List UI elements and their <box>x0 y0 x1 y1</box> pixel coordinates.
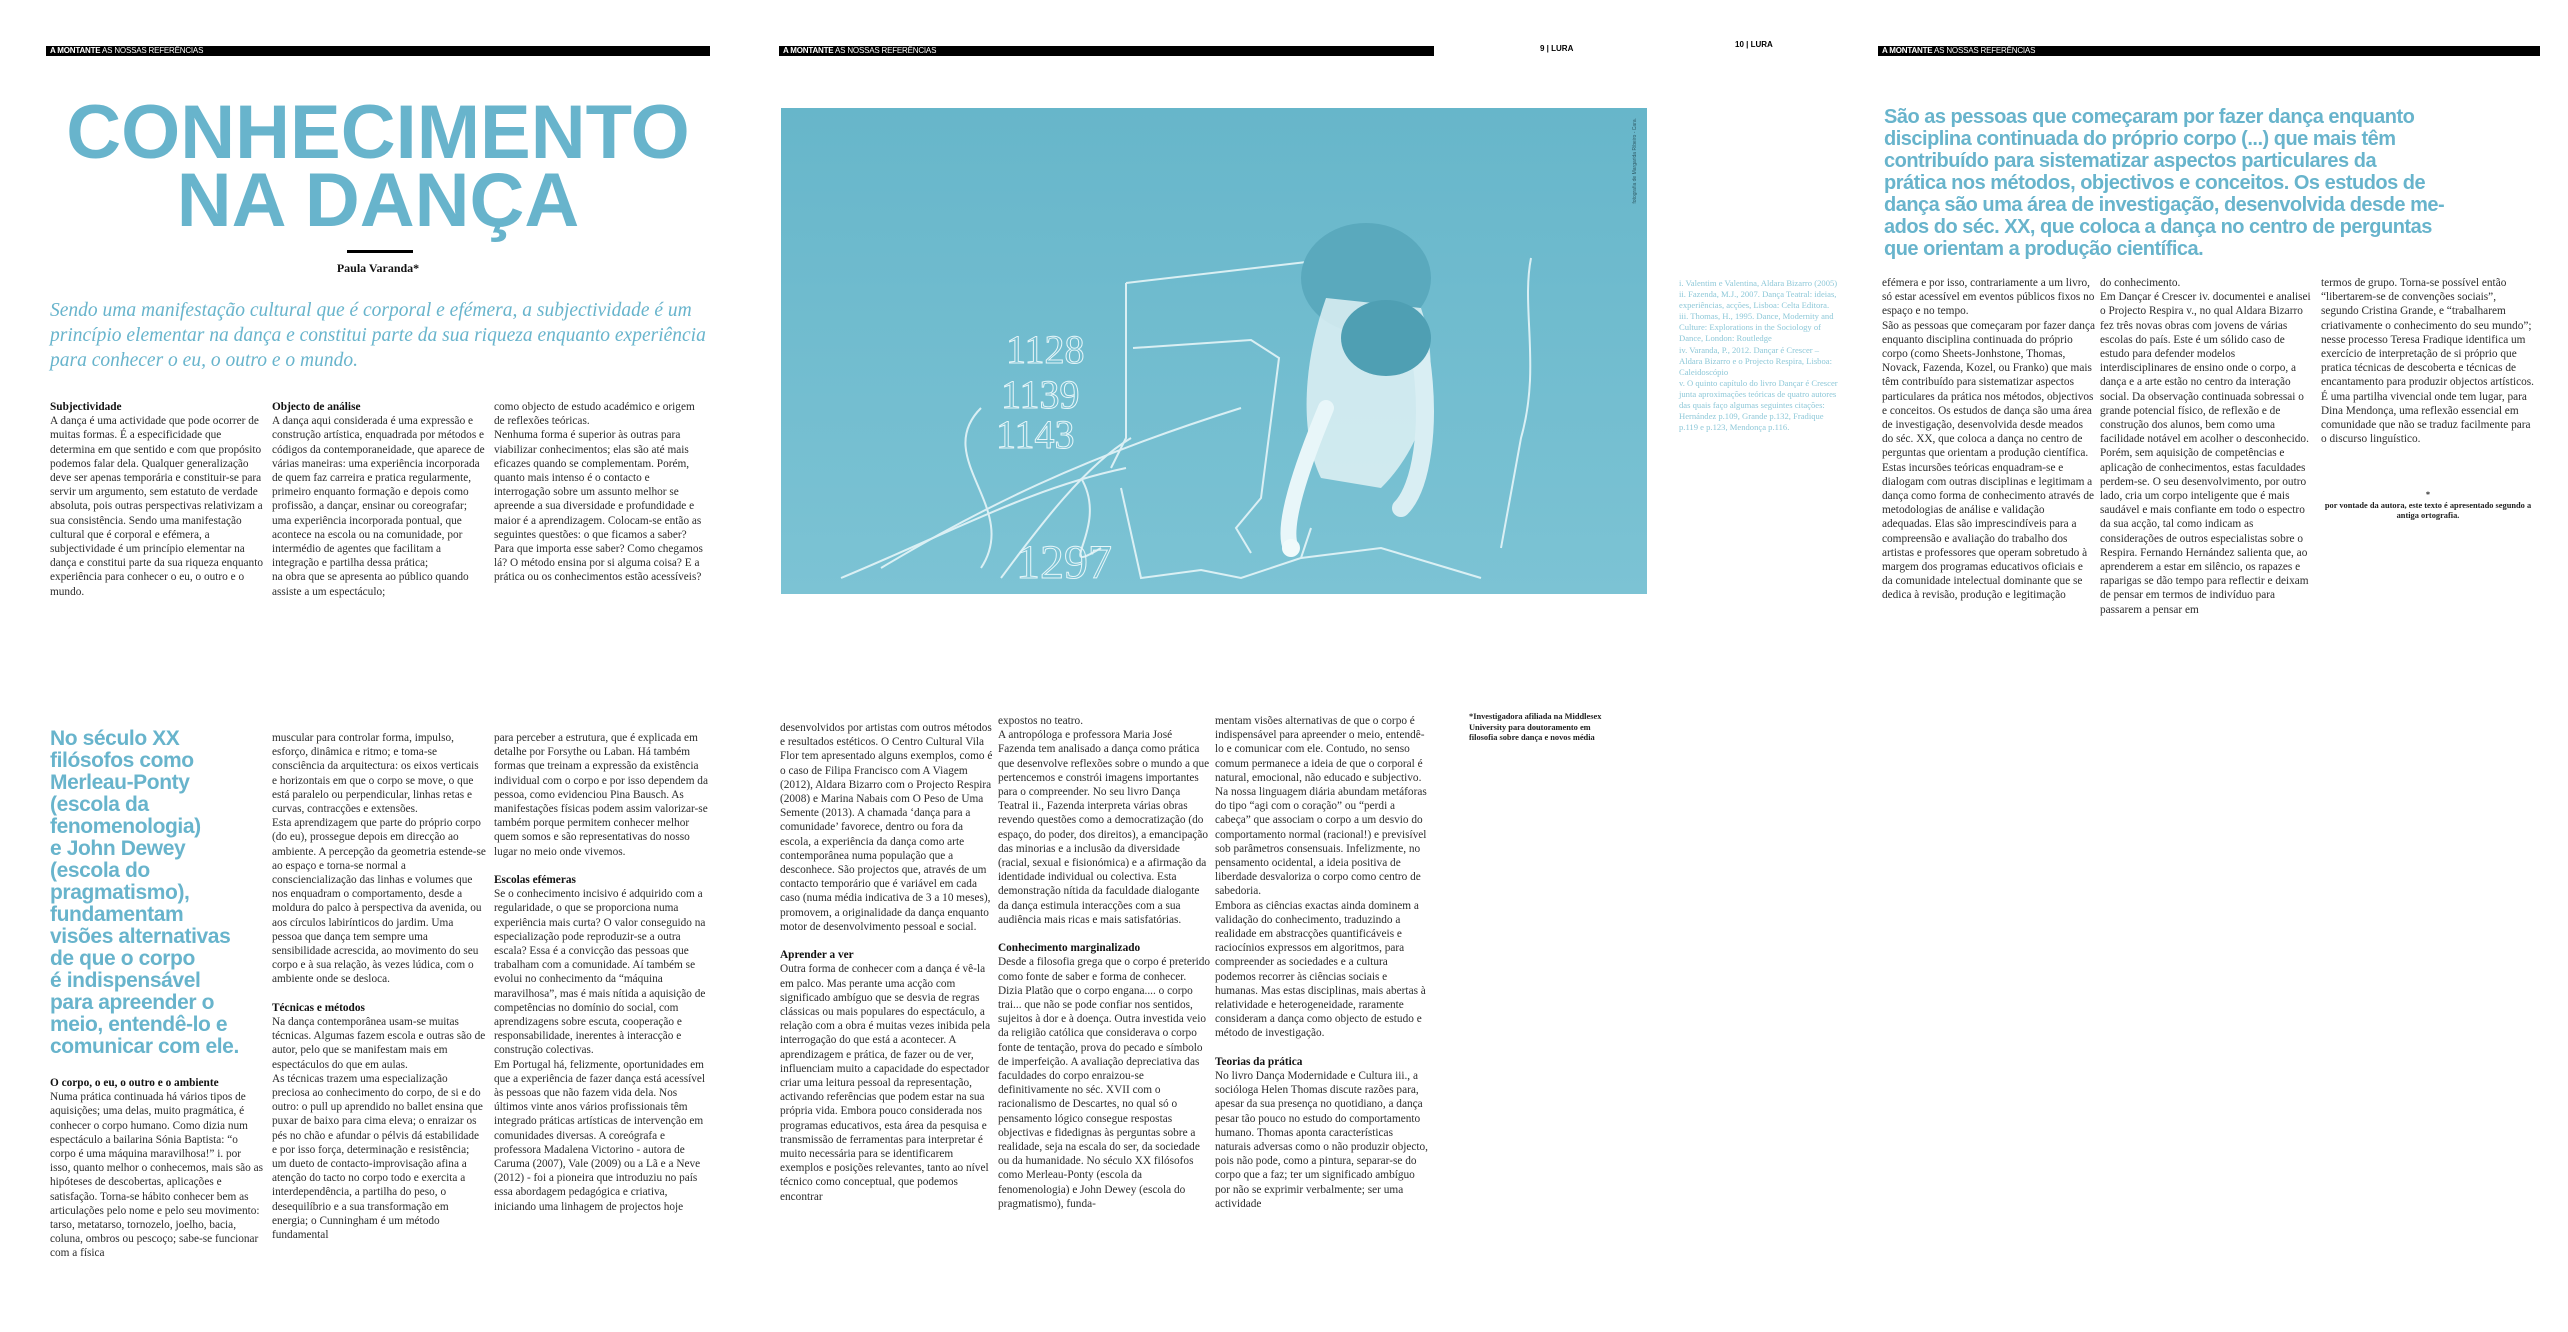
column-p1-top-2 <box>272 400 486 599</box>
column-p1-bottom-3 <box>494 731 708 1214</box>
paragraph: Nenhuma forma é superior às outras para viabilizar conhecimentos; elas são até mais eficazes quando se complementam. Porém, quanto mais intenso é o contacto e interrogação sobre um assunto melhor se apreende a sua diversidade e profundidade e maior é a aprendizagem. Colocam-se então as seguintes questões: o que ficamos a saber? Para que importa esse saber? Como chegamos lá? O método ensina por si alguma coisa? E a prática ou os conhecimentos estão acessíveis? <box>494 429 703 584</box>
section-header-bar <box>1878 46 2540 56</box>
section-heading: Teorias da prática <box>1215 1055 1303 1068</box>
endnote: iii. Thomas, H., 1995. Dance, Modernity and Culture: Explorations in the Sociology of Dance, London: Routledge <box>1679 311 1834 344</box>
photo-credit: fotografia de Margarida Ribeiro - Cara. <box>1632 118 1638 204</box>
paragraph: desenvolvidos por artistas com outros métodos e resultados estéticos. O Centro Cultural Vila Flor tem apresentado alguns exemplos, como é o caso de Filipa Francisco com A Viagem (2012), Aldara Bizarro com o Projecto Respira (2008) e Marina Nabais com O Peso de Uma Semente (2013). A chamada ‘dança para a comunidade’ favorece, dentro ou fora da escola, a experiência da dança como arte contemporânea numa população que a desconhece. São projectos que, através de um contacto temporário que é variável em cada caso (numa média indicativa de 3 a 10 meses), promovem, a originalidade da dança enquanto motor de desenvolvimento pessoal e social. <box>780 722 993 933</box>
title-divider <box>347 250 413 253</box>
article-title-line-1: CONHECIMENTO <box>66 90 690 175</box>
paragraph: muscular para controlar forma, impulso, esforço, dinâmica e ritmo; e toma-se consciência da arquitectura: os eixos verticais e horizontais em que o corpo se move, o que está paralelo ou perpendicular, linhas retas e curvas, contracções e extensões. <box>272 732 479 816</box>
paragraph: A dança é uma actividade que pode ocorrer de muitas formas. É a especificidade que determina em que sentido e com que propósito podemos falar dela. Qualquer generalização deve ser apenas temporária e constituir-se para servir um argumento, sem estatuto de verdade absoluta, pois outras perspectivas relativizam a sua consistência. Sendo uma manifestação cultural que é corporal e efémera, a subjectividade é um princípio elementar na dança e constitui parte da sua riqueza enquanto experiência para conhecer o eu, o outro e o mundo. <box>50 415 263 598</box>
endnote: iv. Varanda, P., 2012. Dançar é Crescer – Aldara Bizarro e o Projecto Respira, Lisboa: Caleidoscópio <box>1679 344 1832 377</box>
paragraph: do conhecimento. <box>2100 277 2181 289</box>
pull-quote: São as pessoas que começaram por fazer dança enquanto disciplina continuada do próprio corpo (...) que mais têm contribuído para sistematizar aspectos particulares da prática nos métodos, objectivos e conceitos. Os estudos de dança são uma área de investigação, desenvolvida desde me- ados do séc. XX, que coloca a dança no centro de perguntas que orientam a produção científica. <box>1884 106 2445 260</box>
paragraph: Outra forma de conhecer com a dança é vê-la em palco. Mas perante uma acção com significado ambíguo que se desvia de regras clássicas ou mais populares do espectáculo, a relação com a obra é muitas vezes inibida pela interrogação do que está a acontecer. A aprendizagem e prática, de fazer ou de ver, influenciam muito a capacidade do espectador criar uma leitura pessoal da representação, activando referências que podem estar na sua própria vida. Embora pouco considerada nos programas educativos, esta área da pesquisa e transmissão de ferramentas para interpretar é muito necessária para se identificarem exemplos e posições relevantes, tanto ao nível técnico como conceptual, que podemos encontrar <box>780 963 991 1203</box>
orthography-footnote <box>2321 490 2535 522</box>
column-p1-top-3 <box>494 400 708 585</box>
subsection-label: AS NOSSAS REFERÊNCIAS <box>1934 46 2036 55</box>
endnotes <box>1679 278 1839 433</box>
lead-paragraph: Sendo uma manifestação cultural que é corporal e efémera, a subjectividade é um princípio elementar na dança e constitui parte da sua riqueza enquanto experiência para conhecer o eu, o outro e o mundo. <box>50 300 706 371</box>
chalk-number: 1297 <box>1016 536 1112 589</box>
endnote: i. Valentim e Valentina, Aldara Bizarro (2005) <box>1679 278 1838 288</box>
page-number-left: 9 | LURA <box>1540 44 1574 53</box>
column-p3-top-3 <box>2321 276 2535 446</box>
subsection-label: AS NOSSAS REFERÊNCIAS <box>835 46 937 55</box>
column-p1-top-1 <box>50 400 264 599</box>
paragraph: Embora as ciências exactas ainda dominem a validação do conhecimento, traduzindo a realidade em abstracções quantificáveis e raciocínios expressos em algoritmos, para compreender as sociedades e a cultura podemos recorrer às ciências sociais e humanas. Mas estas disciplinas, mais abertas à relatividade e heterogeneidade, raramente consideram a dança como objecto de estudo e método de investigação. <box>1215 899 1426 1040</box>
paragraph: Na dança contemporânea usam-se muitas técnicas. Algumas fazem escola e outras são de autor, pelo que se manifestam mais em espectáculos do que em aulas. <box>272 1016 486 1071</box>
paragraph: expostos no teatro. <box>998 715 1084 727</box>
author-note: *Investigadora afiliada na Middlesex University para doutoramento em filosofia sobre dança e novos média <box>1469 712 1602 742</box>
column-p3-top-2 <box>2100 276 2314 617</box>
article-title-line-2: NA DANÇA <box>176 158 580 243</box>
footnote-text: por vontade da autora, este texto é apresentado segundo a antiga ortografia. <box>2324 500 2532 520</box>
photo-illustration <box>781 108 1647 594</box>
page-number-right: 10 | LURA <box>1735 40 1773 49</box>
endnote: ii. Fazenda, M.J., 2007. Dança Teatral: ideias, experiências, acções, Lisboa: Celta Editora. <box>1679 289 1837 311</box>
section-heading: Aprender a ver <box>780 949 854 962</box>
paragraph: Em Dançar é Crescer iv. documentei e analisei o Projecto Respira v., no qual Aldara Bizarro fez três novas obras com jovens de várias escolas do país. Este é um sólido caso de estudo para defender modelos interdisciplinares de ensino onde o corpo, a dança e a arte estão no centro da interação social. Da observação continuada sobressai o grande potencial físico, de reflexão e de construção dos alunos, bem como uma facilidade notável em acolher o desconhecido. Porém, sem aquisição de competências e aplicação de conhecimentos, estas faculdades perdem-se. O seu desenvolvimento, por outro lado, cria um corpo inteligente que é mais saudável e mais confiante em todo o espectro da sua acção, tal como indicam as considerações de outros especialistas sobre o Respira. Fernando Hernández salienta que, ao aprenderem a estar em silêncio, os rapazes e raparigas se dão tempo para reflectir e deixam de pensar em termos de indivíduo para passarem a pensar em <box>2100 291 2311 616</box>
section-heading: Escolas efémeras <box>494 874 576 887</box>
paragraph: para perceber a estrutura, que é explicada em detalhe por Forsythe ou Laban. Há também formas que treinam a expressão da existência individual com o corpo e por isso dependem da pessoa, como evidenciou Pina Bausch. As manifestações físicas podem assim valorizar-se também porque permitem conhecer melhor quem somos e são representativas do nosso lugar no meio onde vivemos. <box>494 732 708 858</box>
paragraph: São as pessoas que começaram por fazer dança enquanto disciplina continuada do próprio corpo (como Sheets-Jonhstone, Thomas, Novack, Fazenda, Kozel, ou Franko) que mais têm contribuído para sistematizar aspectos particulares da prática nos métodos, objectivos e conceitos. Os estudos de dança são uma área de investigação, desenvolvida desde meados do séc. XX, que coloca a dança no centro de perguntas que orientam a produção científica. Estas incursões teóricas enquadram-se e dialogam com outras disciplinas e legitimam a dança como forma de conhecimento através de metodologias de análise e validação adequadas. Elas são imprescindíveis para a compreensão e avaliação do trabalho dos artistas e professores que operam sobretudo à margem dos programas educativos oficiais e da comunidade intelectual dominante que se dedica à revisão, produção e legitimação <box>1882 319 2095 602</box>
paragraph: como objecto de estudo académico e origem de reflexões teóricas. <box>494 401 695 428</box>
paragraph: Em Portugal há, felizmente, oportunidades em que a experiência de fazer dança está acessível às pessoas que não fazem vida dela. Nos últimos vinte anos vários profissionais têm integrado práticas artísticas de intervenção em comunidades diversas. A coreógrafa e professora Madalena Victorino - autora de Caruma (2007), Vale (2009) ou a Lã e a Neve (2012) - foi a pioneira que introduziu no país essa abordagem pedagógica e criativa, iniciando uma linhagem de projectos hoje <box>494 1058 706 1213</box>
paragraph: Numa prática continuada há vários tipos de aquisições; uma delas, muito pragmática, é conhecer o corpo humano. Como dizia num espectáculo a bailarina Sónia Baptista: “o corpo é uma máquina maravilhosa!” i. por isso, quanto melhor o conhecemos, mais são as hipóteses de descobertas, aplicações e satisfação. Torna-se hábito conhecer bem as articulações pelo nome e pelo seu movimento: tarso, metatarso, tornozelo, joelho, bacia, coluna, ombros ou pescoço; sabe-se funcionar com a física <box>50 1091 264 1260</box>
paragraph: termos de grupo. Torna-se possível então “libertarem-se de convenções sociais”, segundo Cristina Grande, e “trabalharem criativamente o conhecimento do seu mundo”; nesse processo Teresa Fradique identifica um exercício de interpretação de si próprio que pratica técnicas de descoberta e técnicas de encantamento para produzir objectos artísticos. É uma partilha vivencial onde tem lugar, para Dina Mendonça, uma reflexão essencial em comunidade que não se traduz facilmente para o discurso linguístico. <box>2321 277 2534 446</box>
section-heading: O corpo, o eu, o outro e o ambiente <box>50 1077 219 1089</box>
column-p2-bottom-1 <box>780 721 994 1204</box>
column-p1-bottom-2 <box>272 731 486 1242</box>
section-label: A MONTANTE <box>50 46 101 55</box>
section-heading: Subjectividade <box>50 401 122 413</box>
endnote: v. O quinto capítulo do livro Dançar é Crescer junta aproximações teóricas de quatro autores das quais faço algumas seguintes citações: Hernández p.109, Grande p.132, Fradique p.119 e p.123, Mendonça p.116. <box>1679 377 1838 433</box>
chalk-number: 1139 <box>1001 372 1080 417</box>
paragraph: A dança aqui considerada é uma expressão e construção artística, enquadrada por métodos e códigos da contemporaneidade, que aparece de várias maneiras: uma experiência incorporada de quem faz carreira e pratica regularmente, primeiro enquanto formação e depois como profissão, a dançar, ensinar ou coreografar; <box>272 415 485 513</box>
paragraph: efémera e por isso, contrariamente a um livro, só estar acessível em eventos públicos fixos no espaço e no tempo. <box>1882 277 2095 318</box>
section-header-bar <box>779 46 1434 56</box>
paragraph: No livro Dança Modernidade e Cultura iii., a socióloga Helen Thomas discute razões para, apesar da sua presença no quotidiano, a dança pesar tão pouco no estudo do comportamento humano. Thomas aponta características naturais adversas como o não produzir objecto, pois não pode, como a pintura, separar-se do corpo que a faz; ter um significado ambíguo por não se exprimir verbalmente; ser uma actividade <box>1215 1070 1429 1210</box>
paragraph: Esta aprendizagem que parte do próprio corpo (do eu), prossegue depois em direcção ao ambiente. A percepção da geometria estende-se ao espaço e torna-se normal a consciencialização das linhas e volumes que nos enquadram o comportamento, desde a moldura do palco à perspectiva da avenida, ou aos círculos labirínticos do jardim. Uma pessoa que dança tem sempre uma sensibilidade acrescida, ao movimento do seu corpo e à sua relação, às vezes lúdica, com o ambiente onde se desloca. <box>272 817 486 986</box>
section-label: A MONTANTE <box>1882 46 1933 55</box>
section-label: A MONTANTE <box>783 46 834 55</box>
section-heading: Objecto de análise <box>272 401 361 413</box>
paragraph: Se o conhecimento incisivo é adquirido com a regularidade, o que se proporciona numa experiência mais curta? O valor conseguido na especialização pode reproduzir-se a outra escala? Essa é a convicção das pessoas que trabalham com a comunidade. Aí também se evolui no conhecimento da “máquina maravilhosa”, mas é mais nítida a aquisição de competências no domínio do social, com aprendizagens sobre escuta, cooperação e responsabilidade, inerentes à interacção e construção colectivas. <box>494 888 706 1057</box>
paragraph: mentam visões alternativas de que o corpo é indispensável para apreender o meio, entendê-lo e comunicar com ele. Contudo, no senso comum permanece a ideia de que o corporal é natural, emocional, não educado e subjectivo. Na nossa linguagem diária abundam metáforas do tipo “agi com o coração” ou “perdi a cabeça” que associam o corpo a um desvio do comportamento normal (racional!) e previsível sob parâmetros consensuais. Infelizmente, no pensamento ocidental, a ideia positiva de liberdade desvaloriza o corpo como centro de sabedoria. <box>1215 715 1427 898</box>
paragraph: na obra que se apresenta ao público quando assiste a um espectáculo; <box>272 571 469 598</box>
paragraph: As técnicas trazem uma especialização preciosa ao conhecimento do corpo, de si e do outro: o pull up aprendido no ballet ensina que puxar de baixo para cima eleva; o enraizar os pés no chão e afundar o pélvis dá estabilidade e por isso força, determinação e resistência; um dueto de contacto-improvisação afina a atenção do tacto no corpo todo e exercita a interdependência, a partilha do peso, o desequilíbrio e a sua transformação em energia; o Cunningham é um método fundamental <box>272 1072 483 1242</box>
column-p3-top-1 <box>1882 276 2096 603</box>
subsection-label: AS NOSSAS REFERÊNCIAS <box>102 46 204 55</box>
dancer-chalk-photo <box>781 108 1647 594</box>
section-header-bar <box>46 46 710 56</box>
section-heading: Técnicas e métodos <box>272 1001 365 1014</box>
pull-quote: No século XX filósofos como Merleau-Ponty (escola da fenomenologia) e John Dewey (escola do pragmatismo), fundamentam visões alternativas de que o corpo é indispensável para apreender o meio, entendê-lo e comunicar com ele. <box>50 727 239 1058</box>
paragraph: uma experiência incorporada pontual, que acontece na escola ou na comunidade, por intermédio de agentes que facilitam a integração e partilha dessa prática; <box>272 514 463 570</box>
footnote-asterisk: * <box>2425 490 2431 499</box>
column-p1-bottom-1 <box>50 1076 264 1261</box>
paragraph: A antropóloga e professora Maria José Fazenda tem analisado a dança como prática que desenvolve reflexões sobre o mundo a que pertencemos e constrói imagens importantes para o compreender. No seu livro Dança Teatral ii., Fazenda interpreta várias obras revendo questões como a democratização (do espaço, do poder, dos direitos), a emancipação das minorias e a inclusão da diversidade (racial, sexual e fisionómica) e a afirmação da identidade individual ou colectiva. Esta demonstração nítida da faculdade dialogante da dança estimula interacções com a sua audiência mais ricas e mais satisfatórias. <box>998 729 1210 926</box>
chalk-number: 1143 <box>996 412 1075 457</box>
section-heading: Conhecimento marginalizado <box>998 942 1141 955</box>
byline: Paula Varanda* <box>336 261 420 275</box>
paragraph: Desde a filosofia grega que o corpo é preterido como fonte de saber e forma de conhecer. Dizia Platão que o corpo engana.... o corpo trai... que não se pode confiar nos sentidos, sujeitos à dor e à doença. Outra investida veio da religião católica que considerava o corpo fonte de tentação, prova do pecado e símbolo de imperfeição. A avaliação depreciativa das faculdades do corpo enraizou-se definitivamente no séc. XVII com o racionalismo de Descartes, no qual só o pensamento lógico consegue respostas objectivas e fidedignas às perguntas sobre a realidade, seja na escala do ser, da sociedade ou da humanidade. No século XX filósofos como Merleau-Ponty (escola da fenomenologia) e John Dewey (escola do pragmatismo), funda- <box>998 956 1211 1210</box>
chalk-number: 1128 <box>1006 327 1085 372</box>
column-p2-bottom-2 <box>998 714 1212 1211</box>
column-p2-bottom-3 <box>1215 714 1429 1211</box>
